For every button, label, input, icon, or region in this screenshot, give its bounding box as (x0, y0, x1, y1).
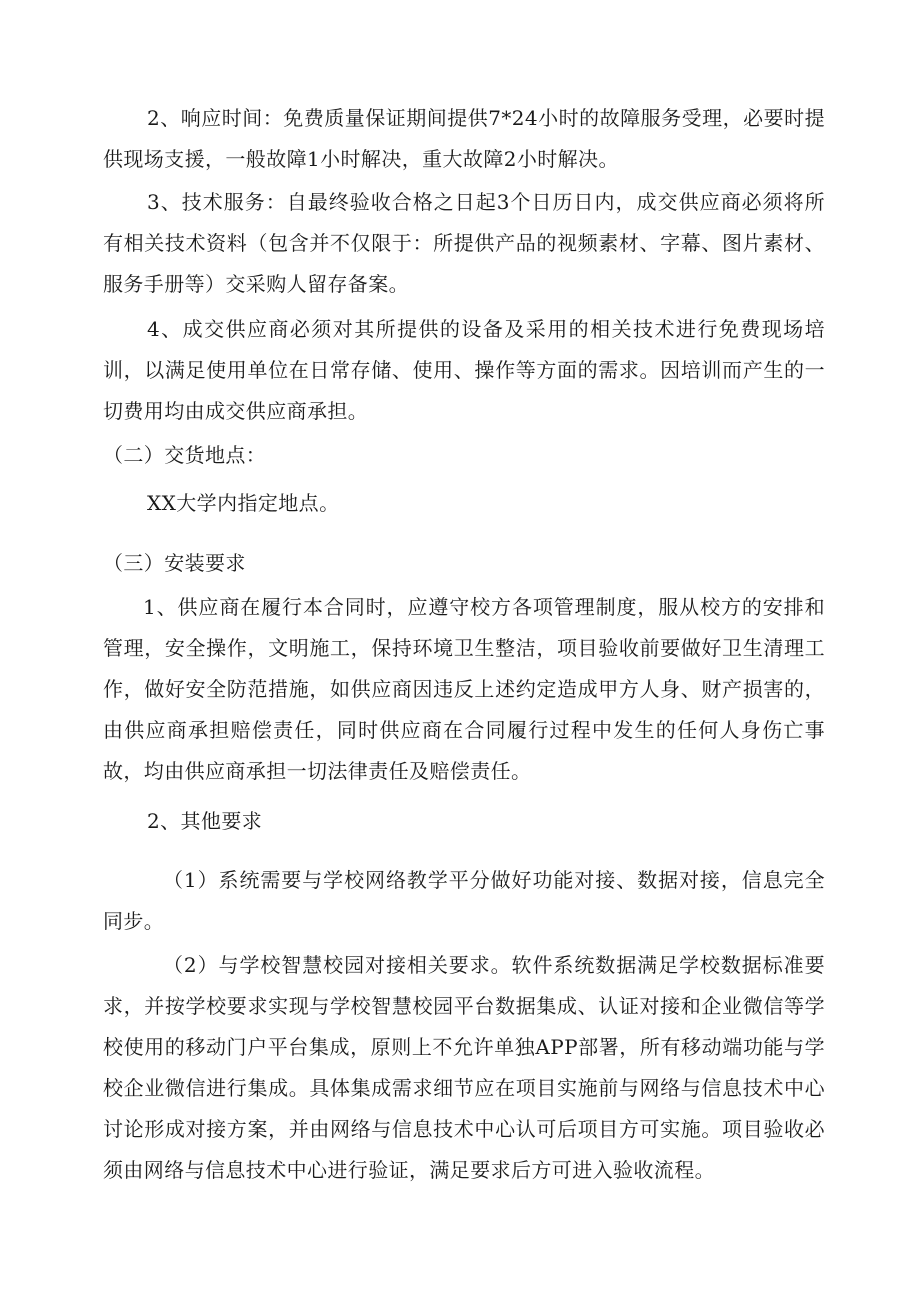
paragraph-other-requirements-heading: 2、其他要求 (147, 809, 263, 833)
paragraph-requirement-1: （1）系统需要与学校网络教学平分做好功能对接、数据对接，信息完全同步。 (103, 868, 825, 933)
section-heading-delivery-location: （二）交货地点： (103, 443, 267, 467)
section-heading-installation: （三）安装要求 (103, 551, 246, 575)
paragraph-delivery-location: XX大学内指定地点。 (147, 491, 340, 515)
paragraph-installation-rules: 1、供应商在履行本合同时，应遵守校方各项管理制度，服从校方的安排和管理，安全操作，文明施工，保持环境卫生整洁，项目验收前要做好卫生清理工作，做好安全防范措施，如供应商因违反上述约定造成甲方人身、财产损害的，由供应商承担赔偿责任，同时供应商在合同履行过程中发生的任何人身伤亡事故，均由供应商承担一切法律责任及赔偿责任。 (103, 595, 825, 783)
paragraph-technical-service: 3、技术服务：自最终验收合格之日起3个日历日内，成交供应商必须将所有相关技术资料（包含并不仅限于：所提供产品的视频素材、字幕、图片素材、服务手册等）交采购人留存备案。 (103, 190, 825, 296)
paragraph-requirement-2: （2）与学校智慧校园对接相关要求。软件系统数据满足学校数据标准要求，并按学校要求实现与学校智慧校园平台数据集成、认证对接和企业微信等学校使用的移动门户平台集成，原则上不允许单独APP部署，所有移动端功能与学校企业微信进行集成。具体集成需求细节应在项目实施前与网络与信息技术中心讨论形成对接方案，并由网络与信息技术中心认可后项目方可实施。项目验收必须由网络与信息技术中心进行验证，满足要求后方可进入验收流程。 (103, 953, 825, 1182)
paragraph-response-time: 2、响应时间：免费质量保证期间提供7*24小时的故障服务受理，必要时提供现场支援，一般故障1小时解决，重大故障2小时解决。 (103, 106, 825, 171)
paragraph-training: 4、成交供应商必须对其所提供的设备及采用的相关技术进行免费现场培训，以满足使用单位在日常存储、使用、操作等方面的需求。因培训而产生的一切费用均由成交供应商承担。 (103, 317, 825, 423)
